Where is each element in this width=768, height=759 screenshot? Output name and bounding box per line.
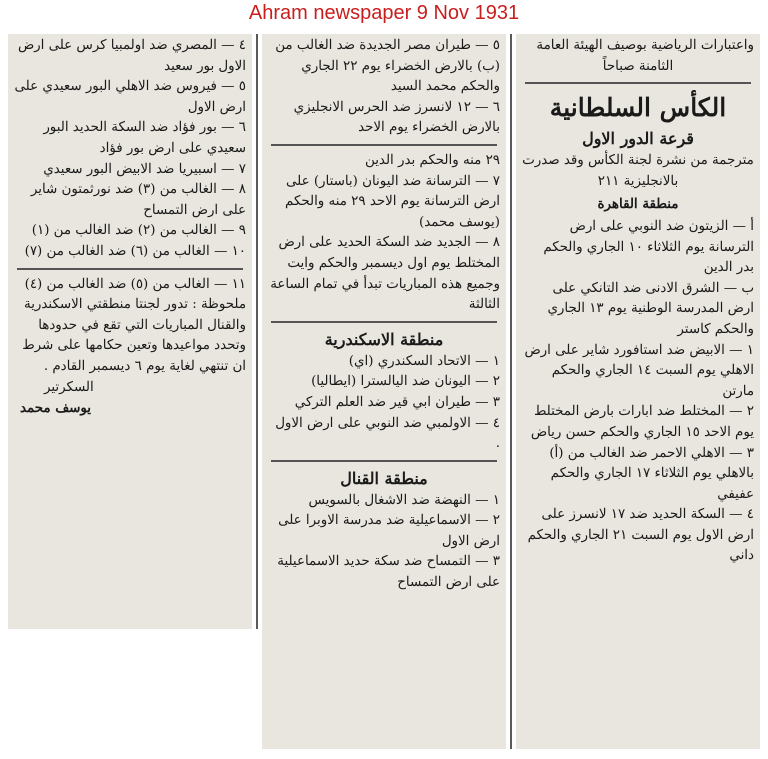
column-left-body xyxy=(8,34,252,421)
list-item: أ — الزيتون ضد النوبي على ارض الترسانة يوم الثلاثاء ١٠ الجاري والحكم بدر الدين xyxy=(543,218,754,276)
list-item: ١ — الاتحاد السكندري (اي) xyxy=(348,353,500,369)
list-item: واعتبارات الرياضية بوصيف الهيئة العامة xyxy=(536,38,754,53)
list-item: ٨ — الجديد ضد السكة الحديد على ارض المختلط يوم اول ديسمبر والحكم وايت xyxy=(278,235,500,271)
newspaper-column-middle xyxy=(262,34,506,749)
list-item: ٥ — فيروس ضد الاهلي البور سعيدي على ارض الاول xyxy=(14,79,246,115)
list-item: ٢٩ منه والحكم بدر الدين xyxy=(365,152,500,168)
column-rule xyxy=(510,34,512,749)
list-item: ٧ — الترسانة ضد اليونان (باستار) على ارض الترسانة يوم الاحد ٢٩ منه والحكم (يوسف محمد) xyxy=(285,173,500,230)
list-item: ٢ — اليونان ضد اليالسترا (ايطاليا) xyxy=(311,374,500,390)
newspaper-column-right xyxy=(516,34,760,749)
column-middle-body xyxy=(262,34,506,596)
region-heading-alexandria: منطقة الاسكندرية xyxy=(324,329,444,349)
article-title: الكأس السلطانية xyxy=(549,93,727,123)
list-item: ١ — الابيض ضد استافورد شاير على ارض الاهلي يوم السبت ١٤ الجاري والحكم مارتن xyxy=(524,342,754,399)
list-item: ٦ — بور فؤاد ضد السكة الحديد البور سعيدي على ارض بور فؤاد xyxy=(43,120,246,156)
list-item: ٤ — الاولمبي ضد النوبي على ارض الاول . xyxy=(275,415,500,452)
list-item: ٣ — طيران ابي قير ضد العلم التركي xyxy=(294,394,500,410)
list-item: ١ — النهضة ضد الاشغال بالسويس xyxy=(308,492,500,508)
list-item: ٨ — الغالب من (٣) ضد نورثمتون شاير على ارض التمساح xyxy=(30,182,246,218)
list-item: ٧ — اسبيريا ضد الابيض البور سعيدي xyxy=(43,161,246,177)
list-item: ٩ — الغالب من (٢) ضد الغالب من (١) xyxy=(31,223,246,239)
list-item: ٢ — الاسماعيلية ضد مدرسة الاوبرا على ارض الاول xyxy=(278,513,500,549)
list-item: ٤ — السكة الحديد ضد ١٧ لانسرز على ارض الاول يوم السبت ٢١ الجاري والحكم داني xyxy=(527,507,754,564)
list-item: ٢ — المختلط ضد ابارات بارض المختلط يوم الاحد ١٥ الجاري والحكم حسن رياض xyxy=(530,404,754,440)
list-item: ب — الشرق الادنى ضد التانكي على ارض المدرسة الوطنية يوم ١٣ الجاري والحكم كاستر xyxy=(547,280,754,337)
column-right-body xyxy=(516,34,760,569)
list-item: ١٠ — الغالب من (٦) ضد الغالب من (٧) xyxy=(24,243,246,259)
note-paragraph: ملحوظة : تدور لجنتا منطقتي الاسكندرية والقنال المباريات التي تقع في حدودها وتحدد مواعيدها وتعين حكامها على شرط ان تنتهي لغاية يوم ٦ ديسمبر القادم . xyxy=(22,297,246,374)
column-rule xyxy=(256,34,258,629)
signature-role: السكرتير xyxy=(44,379,94,395)
list-item: ٣ — الاهلي الاحمر ضد الغالب من (أ) بالاهلي يوم الثلاثاء ١٧ الجاري والحكم عفيفي xyxy=(549,445,754,502)
list-item: ١١ — الغالب من (٥) ضد الغالب من (٤) xyxy=(24,276,246,292)
list-item: ٥ — طيران مصر الجديدة ضد الغالب من (ب) بالارض الخضراء يوم ٢٢ الجاري والحكم محمد السيد xyxy=(275,38,500,95)
list-item: وجميع هذه المباريات تبدأ في تمام الساعة الثالثة xyxy=(270,276,500,313)
divider xyxy=(17,268,243,270)
divider xyxy=(525,82,751,84)
intro-paragraph: مترجمة من نشرة لجنة الكأس وقد صدرت بالانجليزية ٢١١ xyxy=(522,153,754,189)
image-caption: Ahram newspaper 9 Nov 1931 xyxy=(248,2,520,24)
list-item: ٤ — المصري ضد اولمبيا كرس على ارض الاول بور سعيد xyxy=(17,38,246,74)
signature-name: يوسف محمد xyxy=(20,400,91,417)
article-subtitle: قرعة الدور الاول xyxy=(582,129,694,149)
list-item: الثامنة صباحاً xyxy=(602,58,674,74)
list-item: ٦ — ١٢ لانسرز ضد الحرس الانجليزي بالارض الخضراء يوم الاحد xyxy=(293,99,500,136)
list-item: ٣ — التمساح ضد سكة حديد الاسماعيلية على ارض التمساح xyxy=(277,554,500,591)
divider xyxy=(271,144,497,146)
newspaper-column-left xyxy=(8,34,252,629)
region-heading-cairo: منطقة القاهرة xyxy=(597,196,679,213)
divider xyxy=(271,460,497,462)
region-heading-canal: منطقة القنال xyxy=(340,468,428,488)
divider xyxy=(271,321,497,323)
